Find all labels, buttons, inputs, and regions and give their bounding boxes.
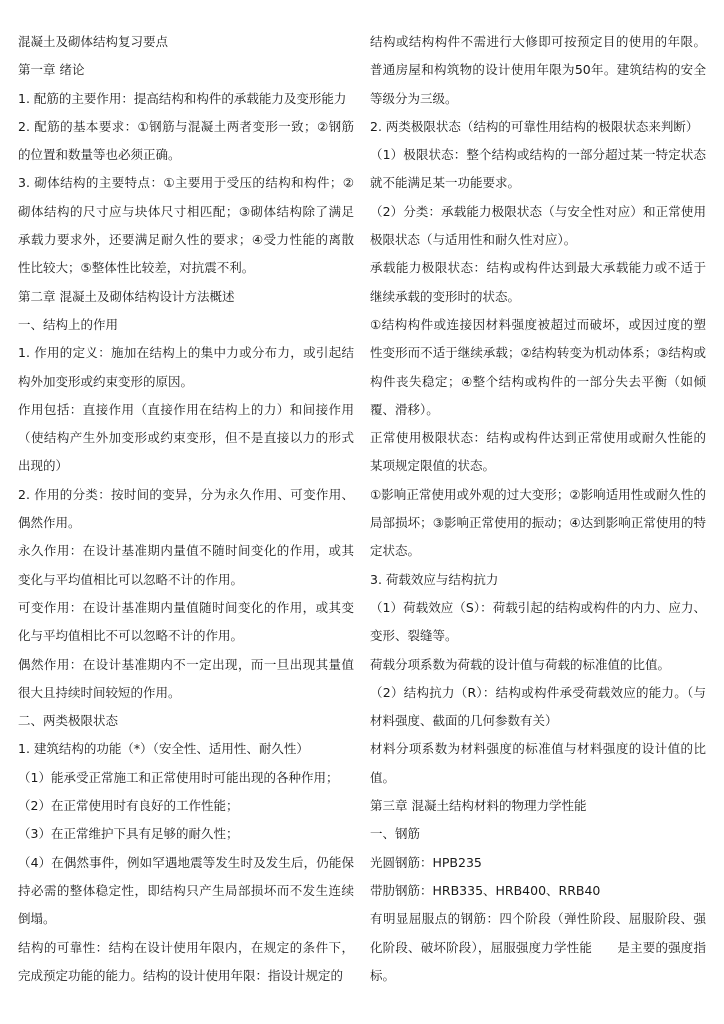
document-title: 混凝土及砌体结构复习要点	[18, 34, 169, 49]
paragraph: 1. 配筋的主要作用：提高结构和构件的承载能力及变形能力	[18, 90, 347, 106]
paragraph: 2. 两类极限状态（结构的可靠性用结构的极限状态来判断）	[370, 118, 699, 134]
paragraph: 光圆钢筋：HPB235	[370, 854, 482, 870]
paragraph: （1）荷载效应（S）：荷载引起的结构或构件的内力、应力、变形、裂缝等。	[370, 599, 706, 644]
left-column	[18, 28, 354, 990]
paragraph: （1）能承受正常施工和正常使用时可能出现的各种作用；	[18, 769, 339, 785]
paragraph: （3）在正常维护下具有足够的耐久性；	[18, 826, 239, 842]
paragraph: （2）在正常使用时有良好的工作性能；	[18, 798, 239, 814]
paragraph: 1. 建筑结构的功能（*）（安全性、适用性、耐久性）	[18, 741, 309, 757]
section-heading: 一、钢筋	[370, 826, 421, 842]
paragraph: 永久作用：在设计基准期内量值不随时间变化的作用，或其变化与平均值相比可以忽略不计的作用。	[18, 543, 354, 587]
paragraph: 结构的可靠性：结构在设计使用年限内，在规定的条件下，完成预定功能的能力。结构的设计使用年限：指设计规定的	[18, 939, 354, 983]
paragraph: 带肋钢筋：HRB335、HRB400、RRB40	[370, 882, 601, 898]
chapter-heading: 第三章 混凝土结构材料的物理力学性能	[370, 798, 587, 814]
paragraph: （1）极限状态：整个结构或结构的一部分超过某一特定状态就不能满足某一功能要求。	[370, 147, 706, 191]
paragraph: ①影响正常使用或外观的过大变形；②影响适用性或耐久性的局部损坏；③影响正常使用的振动；④达到影响正常使用的特定状态。	[370, 486, 706, 559]
paragraph: 有明显屈服点的钢筋：四个阶段（弹性阶段、屈服阶段、强化阶段、破坏阶段），屈服强度力学性能 是主要的强度指标。	[370, 911, 706, 983]
paragraph: 2. 作用的分类：按时间的变异，分为永久作用、可变作用、偶然作用。	[18, 486, 354, 531]
paragraph: （2）结构抗力（R）：结构或构件承受荷载效应的能力。（与材料强度、截面的几何参数有关）	[370, 684, 706, 729]
paragraph: 正常使用极限状态：结构或构件达到正常使用或耐久性能的某项规定限值的状态。	[370, 430, 706, 474]
paragraph: 2. 配筋的基本要求：①钢筋与混凝土两者变形一致；②钢筋的位置和数量等也必须正确。	[18, 118, 354, 163]
paragraph: ①结构构件或连接因材料强度被超过而破坏，或因过度的塑性变形而不适于继续承载；②结构转变为机动体系；③结构或构件丧失稳定；④整个结构或构件的一部分失去平衡（如倾覆、滑移）。	[370, 316, 706, 417]
paragraph: 可变作用：在设计基准期内量值随时间变化的作用，或其变化与平均值相比不可以忽略不计的作用。	[18, 599, 354, 644]
paragraph: 结构或结构构件不需进行大修即可按预定目的使用的年限。普通房屋和构筑物的设计使用年限为50年。建筑结构的安全等级分为三级。	[370, 34, 706, 106]
paragraph: 承载能力极限状态：结构或构件达到最大承载能力或不适于继续承载的变形时的状态。	[370, 260, 706, 304]
paragraph: （4）在偶然事件，例如罕遇地震等发生时及发生后，仍能保持必需的整体稳定性，即结构只产生局部损坏而不发生连续倒塌。	[18, 854, 354, 927]
section-heading: 二、两类极限状态	[18, 713, 119, 729]
paragraph: 1. 作用的定义：施加在结构上的集中力或分布力，或引起结构外加变形或约束变形的原因。	[18, 345, 354, 389]
paragraph: 3. 荷载效应与结构抗力	[370, 571, 499, 587]
chapter-heading: 第二章 混凝土及砌体结构设计方法概述	[18, 288, 235, 304]
section-heading: 一、结构上的作用	[18, 316, 119, 332]
right-column	[370, 28, 706, 990]
paragraph: 作用包括：直接作用（直接作用在结构上的力）和间接作用（使结构产生外加变形或约束变形，但不是直接以力的形式出现的）	[18, 401, 354, 474]
paragraph: 3. 砌体结构的主要特点：①主要用于受压的结构和构件；②砌体结构的尺寸应与块体尺寸相匹配；③砌体结构除了满足承载力要求外，还要满足耐久性的要求；④受力性能的离散性比较大；⑤整体性比较差，对抗震不利。	[18, 175, 354, 276]
paragraph: 荷载分项系数为荷载的设计值与荷载的标准值的比值。	[370, 656, 671, 672]
chapter-heading: 第一章 绪论	[18, 62, 85, 78]
paragraph: 偶然作用：在设计基准期内不一定出现，而一旦出现其量值很大且持续时间较短的作用。	[18, 656, 354, 700]
paragraph: 材料分项系数为材料强度的标准值与材料强度的设计值的比值。	[370, 741, 706, 785]
paragraph: （2）分类：承载能力极限状态（与安全性对应）和正常使用极限状态（与适用性和耐久性对应）。	[370, 203, 706, 248]
